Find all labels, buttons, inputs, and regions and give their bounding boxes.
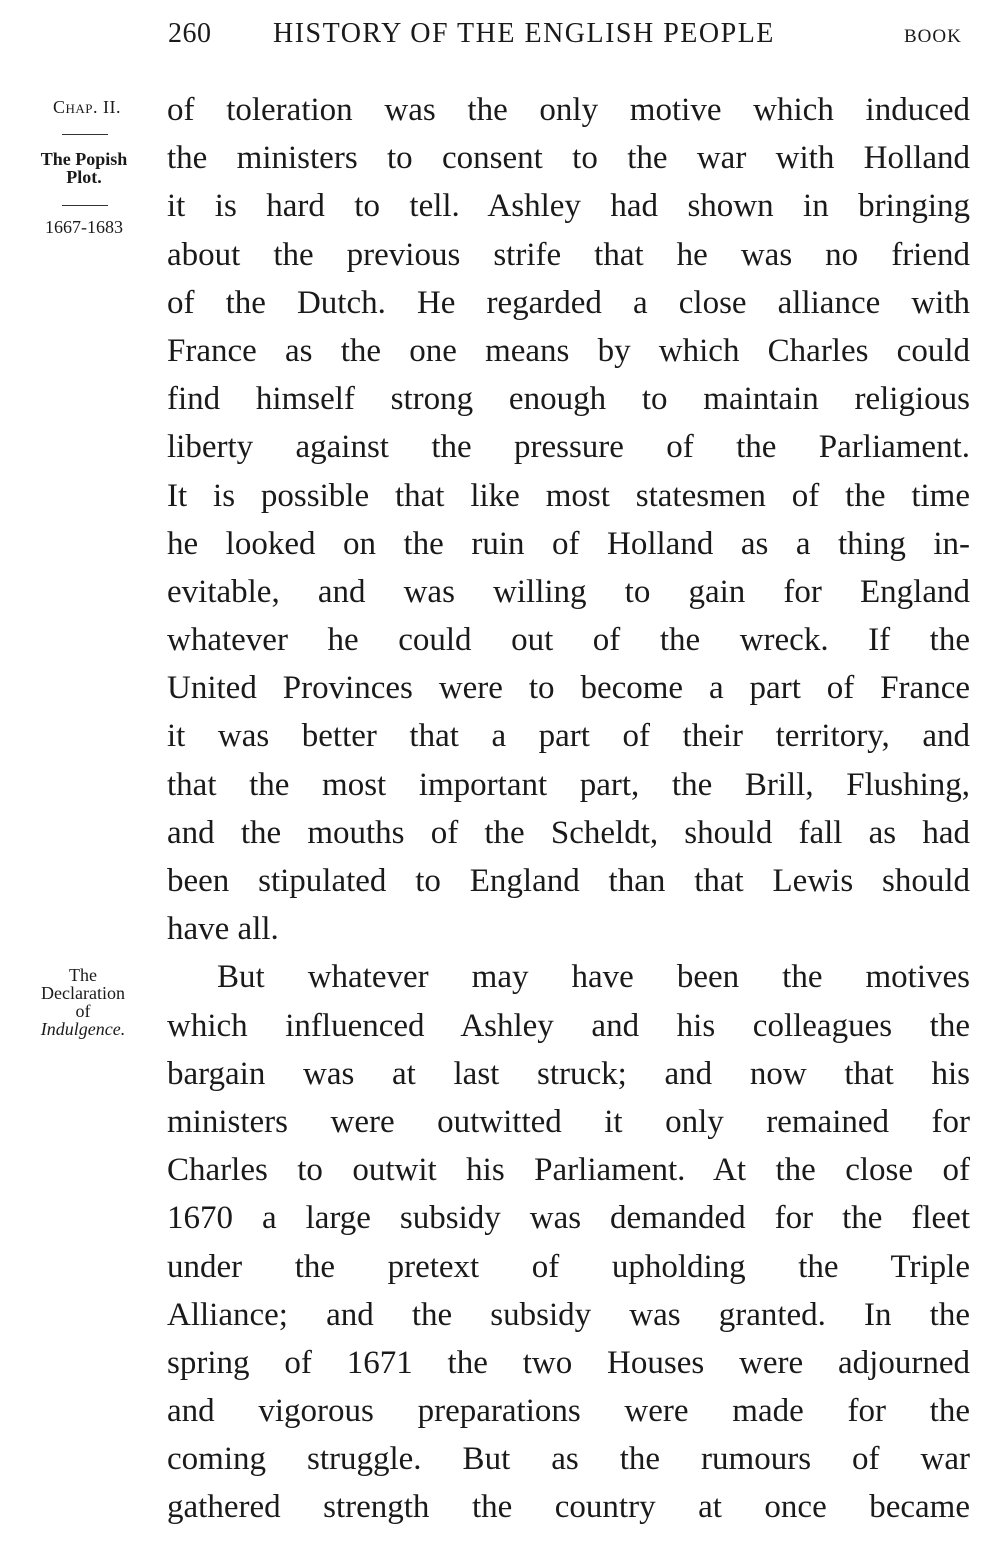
body-text [167, 86, 970, 1532]
text-line: under the pretext of upholding the Triple [167, 1248, 970, 1285]
text-line: liberty against the pressure of the Parliament. [167, 429, 970, 466]
text-line: and the mouths of the Scheldt, should fall as had [167, 814, 970, 851]
text-line: of toleration was the only motive which induced [167, 92, 970, 128]
text-line: United Provinces were to become a part of France [167, 670, 970, 707]
page-number: 260 [168, 18, 212, 49]
section-title-line2: Plot. [66, 167, 102, 187]
note2-line4: Indulgence. [40, 1019, 126, 1039]
running-title: HISTORY OF THE ENGLISH PEOPLE [273, 18, 775, 49]
date-range: 1667-1683 [45, 217, 123, 237]
text-line: he looked on the ruin of Holland as a thing in- [167, 525, 970, 562]
note2-line2: Declaration [41, 983, 125, 1003]
text-line: But whatever may have been the motives [217, 959, 970, 996]
text-line: whatever he could out of the wreck. If the [167, 622, 970, 659]
text-line: that the most important part, the Brill, Flushing, [167, 766, 970, 803]
text-line: find himself strong enough to maintain religious [167, 381, 970, 418]
note2-line3: of [75, 1001, 91, 1021]
text-line: Alliance; and the subsidy was granted. In the [167, 1296, 970, 1333]
margin-rule-1 [62, 134, 108, 135]
text-line: ministers were outwitted it only remained for [167, 1103, 970, 1140]
text-line: spring of 1671 the two Houses were adjourned [167, 1344, 970, 1381]
text-line: it is hard to tell. Ashley had shown in bringing [167, 188, 970, 225]
text-line: about the previous strife that he was no friend [167, 236, 970, 273]
text-line: and vigorous preparations were made for the [167, 1393, 970, 1430]
declaration-note [8, 966, 158, 1038]
note2-line1: The [69, 965, 97, 985]
margin-rule-2 [62, 205, 108, 206]
text-line: which influenced Ashley and his colleagues the [167, 1007, 970, 1044]
chapter-label-text: Chap. II. [52, 97, 121, 117]
text-line: evitable, and was willing to gain for England [167, 573, 970, 610]
text-line: the ministers to consent to the war with Holland [167, 140, 970, 177]
running-book-label: BOOK [904, 26, 962, 47]
text-line: 1670 a large subsidy was demanded for the fleet [167, 1200, 970, 1237]
date-range-note [20, 218, 148, 236]
text-line: it was better that a part of their territory, and [167, 718, 970, 755]
text-line: gathered strength the country at once became [167, 1489, 970, 1526]
text-line: coming struggle. But as the rumours of war [167, 1441, 970, 1478]
chapter-label [32, 97, 142, 118]
section-title-line1: The Popish [40, 149, 128, 169]
text-line: bargain was at last struck; and now that his [167, 1055, 970, 1092]
section-title-note [14, 150, 154, 186]
text-line: of the Dutch. He regarded a close alliance with [167, 284, 970, 321]
running-head [0, 14, 1000, 54]
paragraph-2 [167, 953, 970, 1531]
text-line: It is possible that like most statesmen of the time [167, 477, 970, 514]
text-line: France as the one means by which Charles could [167, 332, 970, 369]
text-line: been stipulated to England than that Lewis should [167, 863, 970, 899]
text-line: Charles to outwit his Parliament. At the close of [167, 1152, 970, 1189]
paragraph-1 [167, 86, 970, 953]
text-line: have all. [167, 911, 279, 948]
